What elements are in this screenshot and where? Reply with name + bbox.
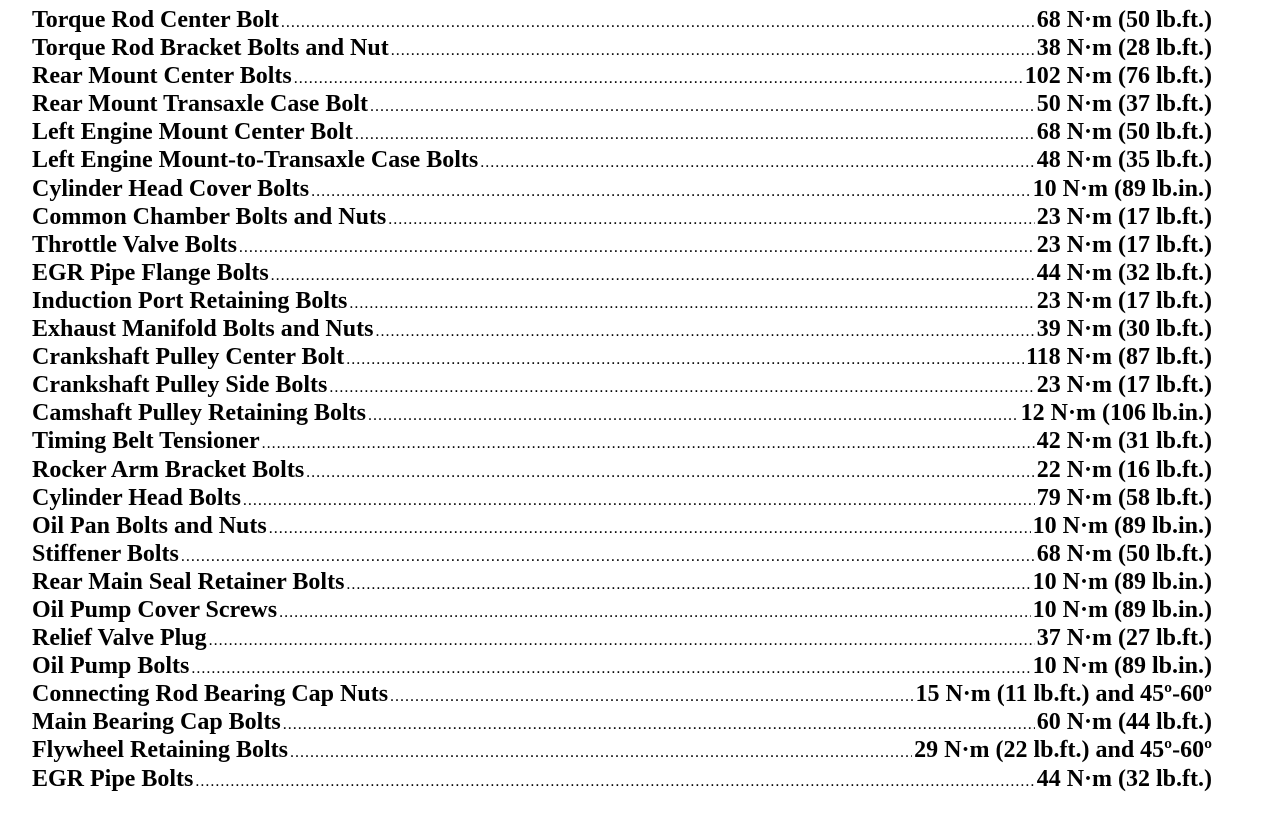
spec-value: 68 N·m (50 lb.ft.) xyxy=(1036,119,1212,146)
spec-name: Rear Mount Transaxle Case Bolt xyxy=(32,91,368,118)
dot-leader xyxy=(375,318,1034,346)
dot-leader xyxy=(279,599,1031,627)
spec-value: 10 N·m (89 lb.in.) xyxy=(1032,568,1212,595)
spec-name: Oil Pump Bolts xyxy=(32,653,190,680)
spec-value: 23 N·m (17 lb.ft.) xyxy=(1036,231,1212,258)
spec-value: 44 N·m (32 lb.ft.) xyxy=(1036,765,1212,792)
spec-value: 79 N·m (58 lb.ft.) xyxy=(1036,484,1212,511)
spec-name: Camshaft Pulley Retaining Bolts xyxy=(32,400,367,427)
spec-name: Torque Rod Bracket Bolts and Nut xyxy=(32,35,389,62)
spec-name: Rear Main Seal Retainer Bolts xyxy=(32,568,345,595)
dot-leader xyxy=(391,37,1035,65)
dot-leader xyxy=(290,739,912,767)
dot-leader xyxy=(271,262,1035,290)
spec-name: Induction Port Retaining Bolts xyxy=(32,287,348,314)
spec-row xyxy=(32,90,1212,118)
spec-row xyxy=(32,680,1212,708)
spec-row xyxy=(32,652,1212,680)
spec-name: Throttle Valve Bolts xyxy=(32,231,237,258)
spec-value: 68 N·m (50 lb.ft.) xyxy=(1036,540,1212,567)
spec-value: 118 N·m (87 lb.ft.) xyxy=(1026,344,1212,371)
spec-value: 10 N·m (89 lb.in.) xyxy=(1032,653,1212,680)
dot-leader xyxy=(480,149,1034,177)
spec-name: Cylinder Head Bolts xyxy=(32,484,241,511)
dot-leader xyxy=(239,234,1035,262)
spec-row xyxy=(32,287,1212,315)
spec-value: 12 N·m (106 lb.in.) xyxy=(1020,400,1212,427)
spec-value: 102 N·m (76 lb.ft.) xyxy=(1024,63,1212,90)
spec-value: 38 N·m (28 lb.ft.) xyxy=(1036,35,1212,62)
spec-value: 68 N·m (50 lb.ft.) xyxy=(1036,7,1212,33)
spec-value: 10 N·m (89 lb.in.) xyxy=(1032,512,1212,539)
spec-name: Timing Belt Tensioner xyxy=(32,428,260,455)
spec-name: Left Engine Mount-to-Transaxle Case Bolts xyxy=(32,147,479,174)
spec-value: 23 N·m (17 lb.ft.) xyxy=(1036,372,1212,399)
spec-value: 42 N·m (31 lb.ft.) xyxy=(1036,428,1212,455)
spec-name: Stiffener Bolts xyxy=(32,540,179,567)
spec-name: Crankshaft Pulley Center Bolt xyxy=(32,344,345,371)
spec-name: Cylinder Head Cover Bolts xyxy=(32,175,310,202)
dot-leader xyxy=(346,346,1024,374)
spec-row xyxy=(32,343,1212,371)
spec-value: 23 N·m (17 lb.ft.) xyxy=(1036,203,1212,230)
spec-name: Oil Pump Cover Screws xyxy=(32,596,278,623)
spec-row xyxy=(32,540,1212,568)
spec-name: Flywheel Retaining Bolts xyxy=(32,737,288,764)
spec-name: Main Bearing Cap Bolts xyxy=(32,709,281,736)
spec-row xyxy=(32,708,1212,736)
spec-row xyxy=(32,624,1212,652)
dot-leader xyxy=(243,487,1035,515)
spec-name: Oil Pan Bolts and Nuts xyxy=(32,512,267,539)
dot-leader xyxy=(355,121,1035,149)
dot-leader xyxy=(306,459,1035,487)
spec-row xyxy=(32,203,1212,231)
spec-row xyxy=(32,456,1212,484)
spec-value: 22 N·m (16 lb.ft.) xyxy=(1036,456,1212,483)
dot-leader xyxy=(311,178,1031,206)
spec-row xyxy=(32,399,1212,427)
spec-row xyxy=(32,765,1212,793)
spec-name: Common Chamber Bolts and Nuts xyxy=(32,203,387,230)
spec-name: Crankshaft Pulley Side Bolts xyxy=(32,372,328,399)
spec-value: 50 N·m (37 lb.ft.) xyxy=(1036,91,1212,118)
spec-row xyxy=(32,427,1212,455)
spec-value: 29 N·m (22 lb.ft.) and 45º-60º xyxy=(914,737,1212,764)
spec-name: Rear Mount Center Bolts xyxy=(32,63,292,90)
dot-leader xyxy=(294,65,1023,93)
dot-leader xyxy=(283,711,1035,739)
dot-leader xyxy=(346,571,1030,599)
spec-value: 10 N·m (89 lb.in.) xyxy=(1032,596,1212,623)
spec-name: Left Engine Mount Center Bolt xyxy=(32,119,353,146)
spec-name: Torque Rod Center Bolt xyxy=(32,7,279,33)
spec-value: 48 N·m (35 lb.ft.) xyxy=(1036,147,1212,174)
spec-row xyxy=(32,259,1212,287)
spec-value: 15 N·m (11 lb.ft.) and 45º-60º xyxy=(915,681,1212,708)
spec-row xyxy=(32,315,1212,343)
dot-leader xyxy=(349,290,1034,318)
spec-row xyxy=(32,736,1212,764)
spec-row xyxy=(32,34,1212,62)
spec-row xyxy=(32,118,1212,146)
spec-value: 23 N·m (17 lb.ft.) xyxy=(1036,287,1212,314)
dot-leader xyxy=(281,9,1035,37)
dot-leader xyxy=(388,206,1034,234)
dot-leader xyxy=(269,515,1031,543)
spec-row xyxy=(32,484,1212,512)
spec-row xyxy=(32,146,1212,174)
spec-row xyxy=(32,371,1212,399)
spec-name: Rocker Arm Bracket Bolts xyxy=(32,456,305,483)
spec-row xyxy=(32,175,1212,203)
spec-value: 37 N·m (27 lb.ft.) xyxy=(1036,625,1212,652)
spec-name: Relief Valve Plug xyxy=(32,625,207,652)
dot-leader xyxy=(368,402,1019,430)
spec-name: Exhaust Manifold Bolts and Nuts xyxy=(32,316,374,343)
spec-value: 10 N·m (89 lb.in.) xyxy=(1032,175,1212,202)
dot-leader xyxy=(195,768,1034,796)
spec-row xyxy=(32,596,1212,624)
spec-value: 60 N·m (44 lb.ft.) xyxy=(1036,709,1212,736)
spec-value: 44 N·m (32 lb.ft.) xyxy=(1036,259,1212,286)
dot-leader xyxy=(191,655,1030,683)
dot-leader xyxy=(181,543,1035,571)
spec-name: EGR Pipe Flange Bolts xyxy=(32,259,269,286)
spec-row xyxy=(32,6,1212,34)
spec-name: Connecting Rod Bearing Cap Nuts xyxy=(32,681,389,708)
dot-leader xyxy=(262,430,1035,458)
torque-spec-list xyxy=(32,6,1212,793)
dot-leader xyxy=(390,683,913,711)
spec-row xyxy=(32,231,1212,259)
spec-row xyxy=(32,568,1212,596)
dot-leader xyxy=(370,93,1035,121)
dot-leader xyxy=(209,627,1035,655)
dot-leader xyxy=(329,374,1034,402)
spec-value: 39 N·m (30 lb.ft.) xyxy=(1036,316,1212,343)
spec-name: EGR Pipe Bolts xyxy=(32,765,194,792)
spec-row xyxy=(32,62,1212,90)
spec-row xyxy=(32,512,1212,540)
